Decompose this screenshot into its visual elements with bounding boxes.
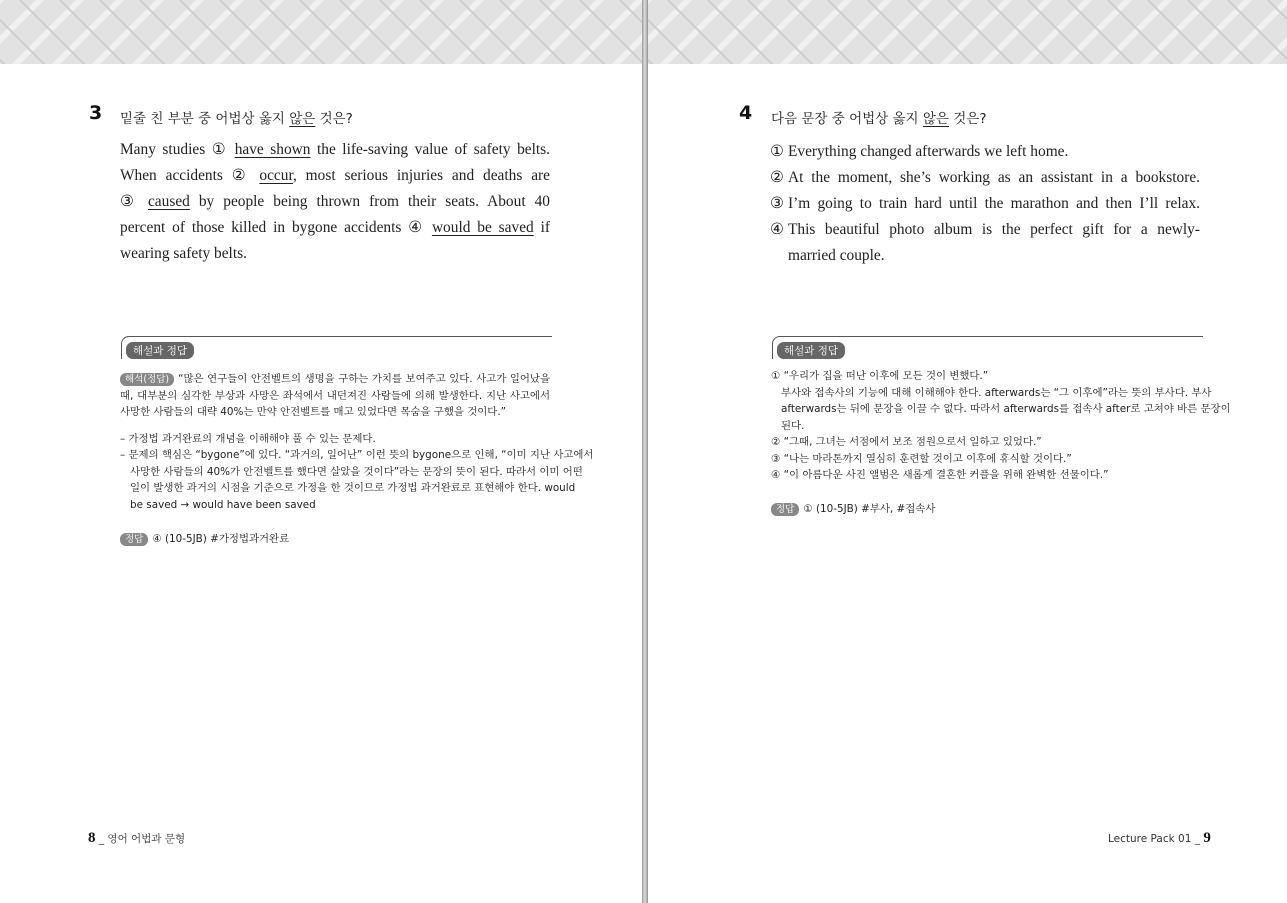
- option-1[interactable]: ① Everything changed afterwards we left home.: [770, 143, 1069, 160]
- note: – 가정법 과거완료의 개념을 이해해야 풀 수 있는 문제다.: [120, 432, 376, 445]
- herringbone-pattern: [0, 0, 642, 64]
- page-number: 8: [88, 830, 96, 846]
- note: – 문제의 핵심은 “bygone”에 있다. “과거의, 일어난” 이런 뜻의 bygone으로 인해, “이미 지난 사고에서: [120, 449, 594, 461]
- option-4-continued: married couple.: [788, 247, 885, 264]
- translation-label: 해석(정답): [120, 373, 174, 386]
- herringbone-pattern: [648, 0, 1287, 64]
- header-pattern: [0, 0, 642, 64]
- option-2[interactable]: ② At the moment, she’s working as an assistant in a bookstore.: [770, 169, 1200, 186]
- answer-label: 정답: [120, 533, 148, 546]
- passage: [120, 137, 550, 267]
- explanation-body: 해석(정답) “많은 연구들이 안전벨트의 생명을 구하는 가치를 보여주고 있다. 사고가 일어났을 때, 대부분의 심각한 부상과 사망은 좌석에서 내던져진 사람들에 의해 발생한다. 지난 사고에서 사망한 사람들의 대략 40%는 만약 안전벨트를 매고 있었다면 목숨을 구했을 것이다.” – 가정법 과거완료의 개념을 이해해야 풀 수 있는 문제다. – 문제의 핵심은 “bygone”에 있다. “과거의, 일어난” 이런 뜻의 bygone으로 인해, “이미 지난 사고에서 사망한 사람들의 40%가 안전벨트를 했다면 살았을 것이다”라는 문장의 뜻이 된다. 따라서 이미 어떤 일이 발생한 과거의 시점을 기준으로 가정을 한 것이므로 가정법 과거완료로 표현해야 한다. would be saved → would have been saved: [120, 373, 594, 511]
- option-4[interactable]: ④ This beautiful photo album is the perfect gift for a newly-: [770, 221, 1200, 238]
- page-footer: Lecture Pack 01 _ 9: [1108, 830, 1211, 846]
- passage-line: wearing safety belts.: [120, 245, 247, 262]
- answer-label: 정답: [771, 503, 799, 516]
- left-page: [0, 0, 642, 903]
- explanation-body: ① “우리가 집을 떠난 이후에 모든 것이 변했다.” 부사와 접속사의 기능에 대해 이해해야 한다. afterwards는 “그 이후에”라는 뜻의 부사다. 부사 afterwards는 뒤에 문장을 이끌 수 없다. 따라서 afterwards를 접속사 after로 고쳐야 바른 문장이 된다. ② “그때, 그녀는 서점에서 보조 점원으로서 일하고 있었다.” ③ “나는 마라톤까지 열심히 훈련할 것이고 이후에 휴식할 것이다.” ④ “이 아름다운 사진 앨범은 새롭게 결혼한 커플을 위해 완벽한 선물이다.”: [771, 370, 1231, 481]
- question-prompt: 다음 문장 중 어법상 옳지 않은 것은?: [771, 111, 987, 127]
- explanation-header: [772, 336, 1203, 359]
- prompt-underlined: 않은: [922, 111, 949, 127]
- answer: 정답 ① (10-5JB) #부사, #접속사: [771, 500, 935, 516]
- question-prompt: 밑줄 친 부분 중 어법상 옳지 않은 것은?: [120, 111, 353, 127]
- answer: 정답 ④ (10-5JB) #가정법과거완료: [120, 530, 289, 546]
- header-pattern: [648, 0, 1287, 64]
- passage-line: ③ caused by people being thrown from their seats. About 40: [120, 193, 550, 210]
- question-number: 3: [89, 102, 103, 124]
- passage-line: Many studies ① have shown the life-saving value of safety belts.: [120, 141, 550, 158]
- passage-line: When accidents ② occur, most serious injuries and deaths are: [120, 167, 550, 184]
- question-number: 4: [739, 102, 753, 124]
- passage-line: percent of those killed in bygone accidents ④ would be saved if: [120, 219, 550, 236]
- page-number: 9: [1203, 830, 1211, 846]
- prompt-underlined: 않은: [289, 111, 316, 127]
- explanation-header: [121, 336, 552, 359]
- page-footer: 8 _ 영어 어법과 문형: [88, 830, 186, 846]
- explanation-tab: 해설과 정답: [126, 342, 194, 359]
- answer-options: [770, 139, 1200, 269]
- right-page: [648, 0, 1287, 903]
- explanation-tab: 해설과 정답: [777, 342, 845, 359]
- option-3[interactable]: ③ I’m going to train hard until the marathon and then I’ll relax.: [770, 195, 1200, 212]
